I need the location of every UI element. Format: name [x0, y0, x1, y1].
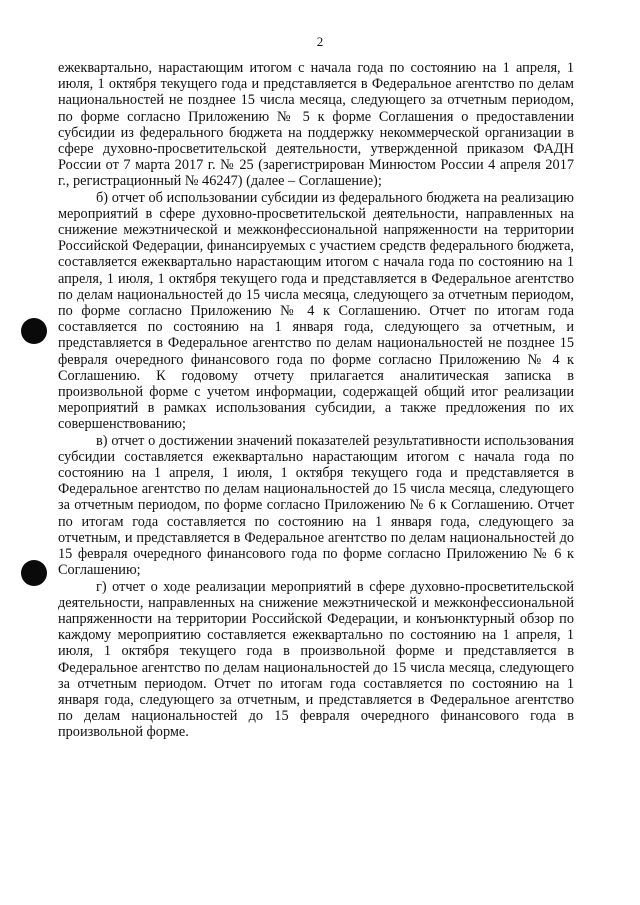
paragraph-g: г) отчет о ходе реализации мероприятий в сфере духовно-просветительской деятельности, направленных на снижение межэтнической и межконфессиональной напряженности на территории Российской Федерации, и конъюнктурный обзор по каждому мероприятию составляется ежеквартально по состоянию на 1 апреля, 1 июля, 1 октября текущего года в произвольной форме и представляется в Федеральное агентство по делам национальностей до 15 числа месяца, следующего за отчетным периодом. Отчет по итогам года составляется по состоянию на 1 января года, следующего за отчетным, и представляется в Федеральное агентство по делам национальностей до 15 февраля очередного финансового года в произвольной форме. [58, 578, 574, 741]
paragraph-b: б) отчет об использовании субсидии из федерального бюджета на реализацию мероприятий в сфере духовно-просветительской деятельности, направленных на снижение межэтнической и межконфессиональной напряженности на территории Российской Федерации, финансируемых с участием средств федерального бюджета, составляется ежеквартально нарастающим итогом с начала года по состоянию на 1 апреля, 1 июля, 1 октября текущего года и представляется в Федеральное агентство по делам национальностей до 15 числа месяца, следующего за отчетным периодом, по форме согласно Приложению № 4 к Соглашению. Отчет по итогам года составляется по состоянию на 1 января года, следующего за отчетным, и представляется в Федеральное агентство по делам национальностей не позднее 15 февраля очередного финансового года по форме согласно Приложению № 4 к Соглашению. К годовому отчету прилагается аналитическая записка в произвольной форме с учетом информации, содержащей общий итог реализации мероприятий в рамках использования субсидии, а также предложения по их совершенствованию; [58, 189, 574, 433]
punch-hole [21, 560, 47, 586]
punch-hole [21, 318, 47, 344]
paragraph-continuation: ежеквартально, нарастающим итогом с начала года по состоянию на 1 апреля, 1 июля, 1 октября текущего года и представляется в Федеральное агентство по делам национальностей не позднее 15 числа месяца, следующего за отчетным периодом, по форме согласно Приложению № 5 к форме Соглашения о предоставлении субсидии из федерального бюджета на поддержку некоммерческой организации в сфере духовно-просветительской деятельности, утвержденной приказом ФАДН России от 7 марта 2017 г. № 25 (зарегистрирован Минюстом России 4 апреля 2017 г., регистрационный № 46247) (далее – Соглашение); [58, 60, 574, 190]
page-number: 2 [316, 34, 324, 49]
paragraph-v: в) отчет о достижении значений показателей результативности использования субсидии составляется ежеквартально нарастающим итогом с начала года по состоянию на 1 апреля, 1 июля, 1 октября текущего года и представляется в Федеральное агентство по делам национальностей до 15 числа месяца, следующего за отчетным периодом, по форме согласно Приложению № 6 к Соглашению. Отчет по итогам года составляется по состоянию на 1 января года, следующего за отчетным, и представляется в Федеральное агентство по делам национальностей до 15 февраля очередного финансового года по форме согласно Приложению № 6 к Соглашению; [58, 432, 574, 579]
document-body [58, 60, 574, 741]
